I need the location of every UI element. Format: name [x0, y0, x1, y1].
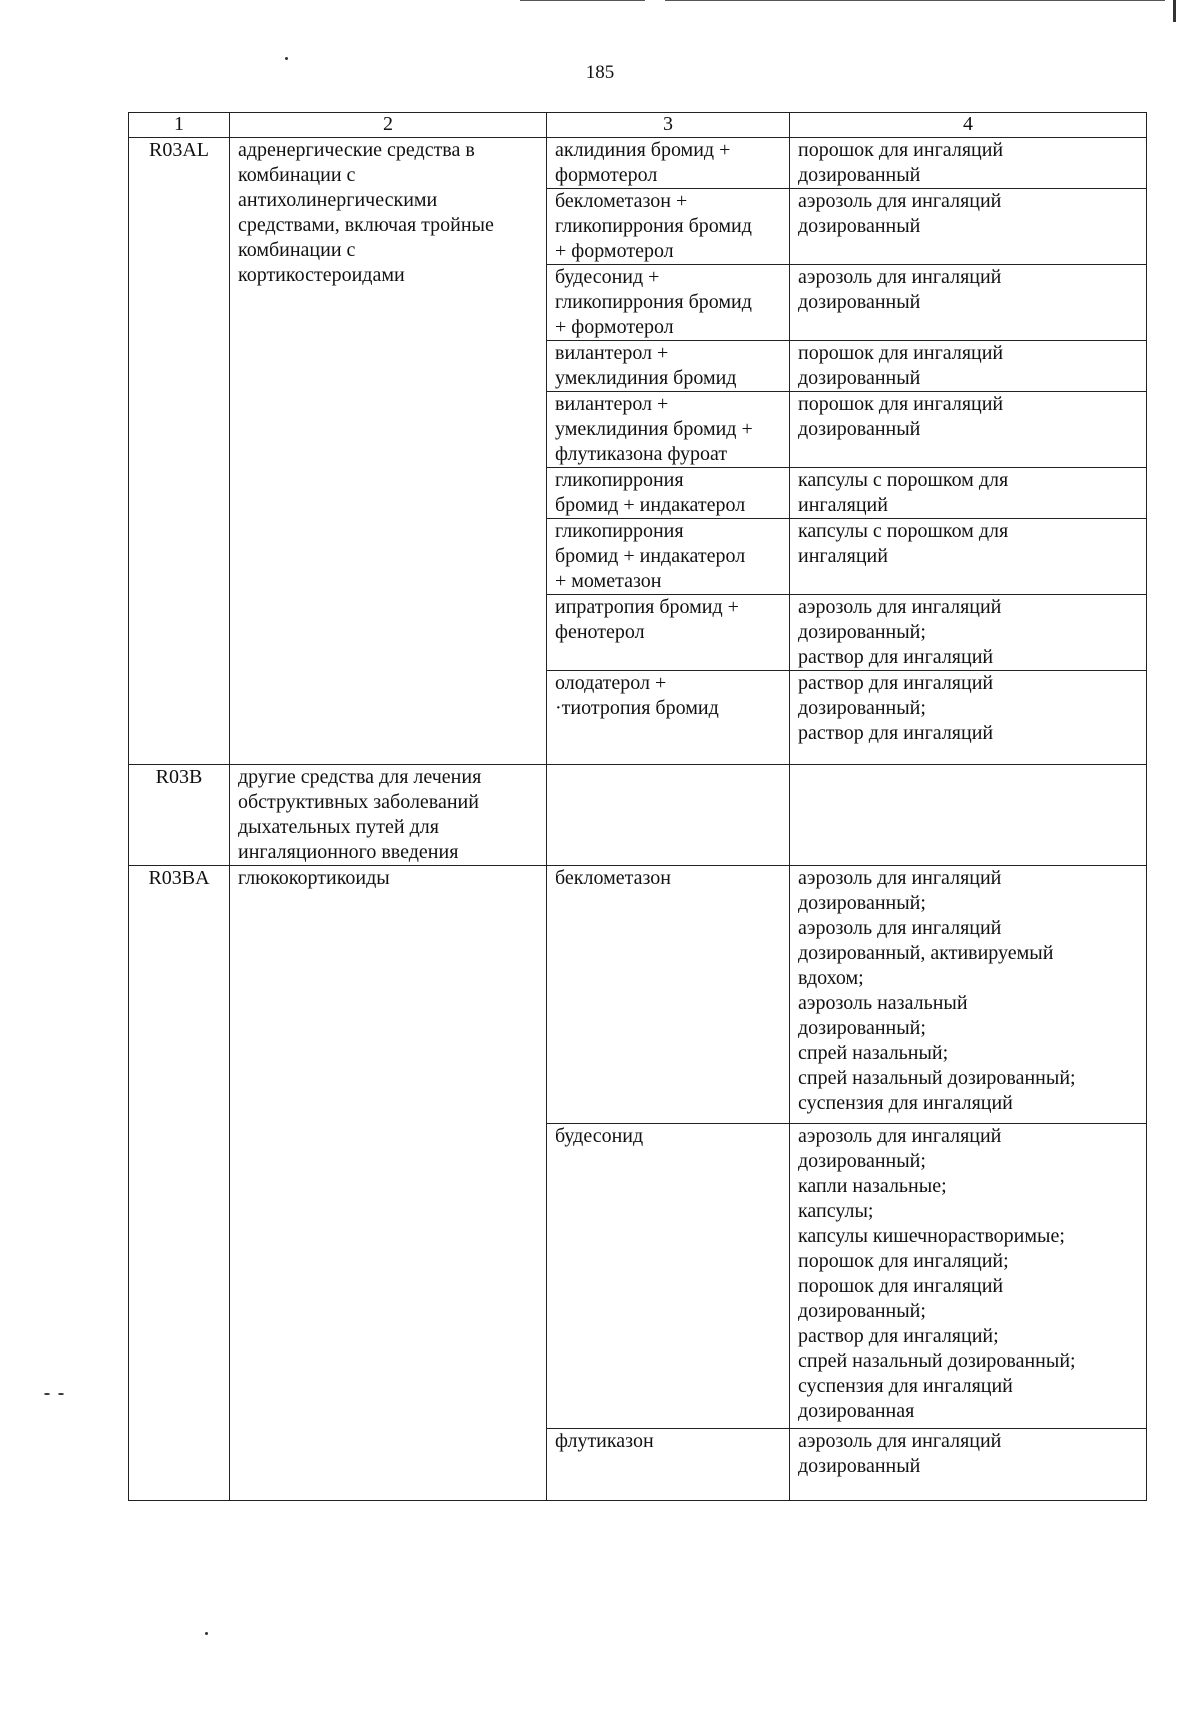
- table-row: [129, 138, 1147, 189]
- dosage-form-cell: капсулы с порошком для ингаляций: [790, 468, 1147, 519]
- scan-speck: [285, 57, 288, 60]
- table-header-row: [129, 113, 1147, 138]
- scan-speck: [58, 1393, 64, 1395]
- column-number-header: 2: [230, 113, 547, 138]
- column-number-header: 3: [547, 113, 790, 138]
- drug-name-cell: гликопиррония бромид + индакатерол + мометазон: [547, 519, 790, 595]
- group-description-cell: адренергические средства в комбинации с антихолинергическими средствами, включая тройные комбинации с кортикостероидами: [230, 138, 547, 765]
- dosage-form-cell: раствор для ингаляций дозированный; раствор для ингаляций: [790, 671, 1147, 765]
- drug-name-cell: [547, 765, 790, 866]
- dosage-form-cell: порошок для ингаляций дозированный: [790, 138, 1147, 189]
- dosage-form-cell: [790, 765, 1147, 866]
- table-row: [129, 765, 1147, 866]
- dosage-form-cell: аэрозоль для ингаляций дозированный: [790, 1429, 1147, 1501]
- drug-name-cell: беклометазон + гликопиррония бромид + формотерол: [547, 189, 790, 265]
- drug-name-cell: вилантерол + умеклидиния бромид + флутиказона фуроат: [547, 392, 790, 468]
- scan-speck: [205, 1632, 208, 1635]
- scan-artifact-line: [665, 0, 1165, 1]
- scan-speck: [44, 1393, 50, 1395]
- column-number-header: 1: [129, 113, 230, 138]
- column-number-header: 4: [790, 113, 1147, 138]
- dosage-form-cell: аэрозоль для ингаляций дозированный: [790, 189, 1147, 265]
- drug-name-cell: аклидиния бромид + формотерол: [547, 138, 790, 189]
- drug-name-cell: вилантерол + умеклидиния бромид: [547, 341, 790, 392]
- drug-name-cell: ипратропия бромид + фенотерол: [547, 595, 790, 671]
- group-description-cell: глюкокортикоиды: [230, 866, 547, 1501]
- page-number: 185: [585, 62, 615, 83]
- drug-name-cell: беклометазон: [547, 866, 790, 1124]
- group-description-cell: другие средства для лечения обструктивных заболеваний дыхательных путей для ингаляционного введения: [230, 765, 547, 866]
- drug-name-cell: олодатерол + ·тиотропия бромид: [547, 671, 790, 765]
- dosage-form-cell: аэрозоль для ингаляций дозированный; аэрозоль для ингаляций дозированный, активируемый вдохом; аэрозоль назальный дозированный; спрей назальный; спрей назальный дозированный; суспензия для ингаляций: [790, 866, 1147, 1124]
- table-row: [129, 866, 1147, 1124]
- atc-code-cell: R03AL: [129, 138, 230, 765]
- dosage-form-cell: капсулы с порошком для ингаляций: [790, 519, 1147, 595]
- drug-name-cell: будесонид: [547, 1124, 790, 1429]
- dosage-form-cell: порошок для ингаляций дозированный: [790, 341, 1147, 392]
- drug-name-cell: будесонид + гликопиррония бромид + формотерол: [547, 265, 790, 341]
- drug-name-cell: флутиказон: [547, 1429, 790, 1501]
- dosage-form-cell: аэрозоль для ингаляций дозированный; раствор для ингаляций: [790, 595, 1147, 671]
- scan-artifact-edge: [1173, 0, 1176, 22]
- scan-artifact-line: [520, 0, 645, 1]
- medication-table: [128, 112, 1147, 1501]
- atc-code-cell: R03BA: [129, 866, 230, 1501]
- dosage-form-cell: аэрозоль для ингаляций дозированный; капли назальные; капсулы; капсулы кишечнорастворимые; порошок для ингаляций; порошок для ингаляций дозированный; раствор для ингаляций; спрей назальный дозированный; суспензия для ингаляций дозированная: [790, 1124, 1147, 1429]
- drug-name-cell: гликопиррония бромид + индакатерол: [547, 468, 790, 519]
- dosage-form-cell: порошок для ингаляций дозированный: [790, 392, 1147, 468]
- dosage-form-cell: аэрозоль для ингаляций дозированный: [790, 265, 1147, 341]
- atc-code-cell: R03B: [129, 765, 230, 866]
